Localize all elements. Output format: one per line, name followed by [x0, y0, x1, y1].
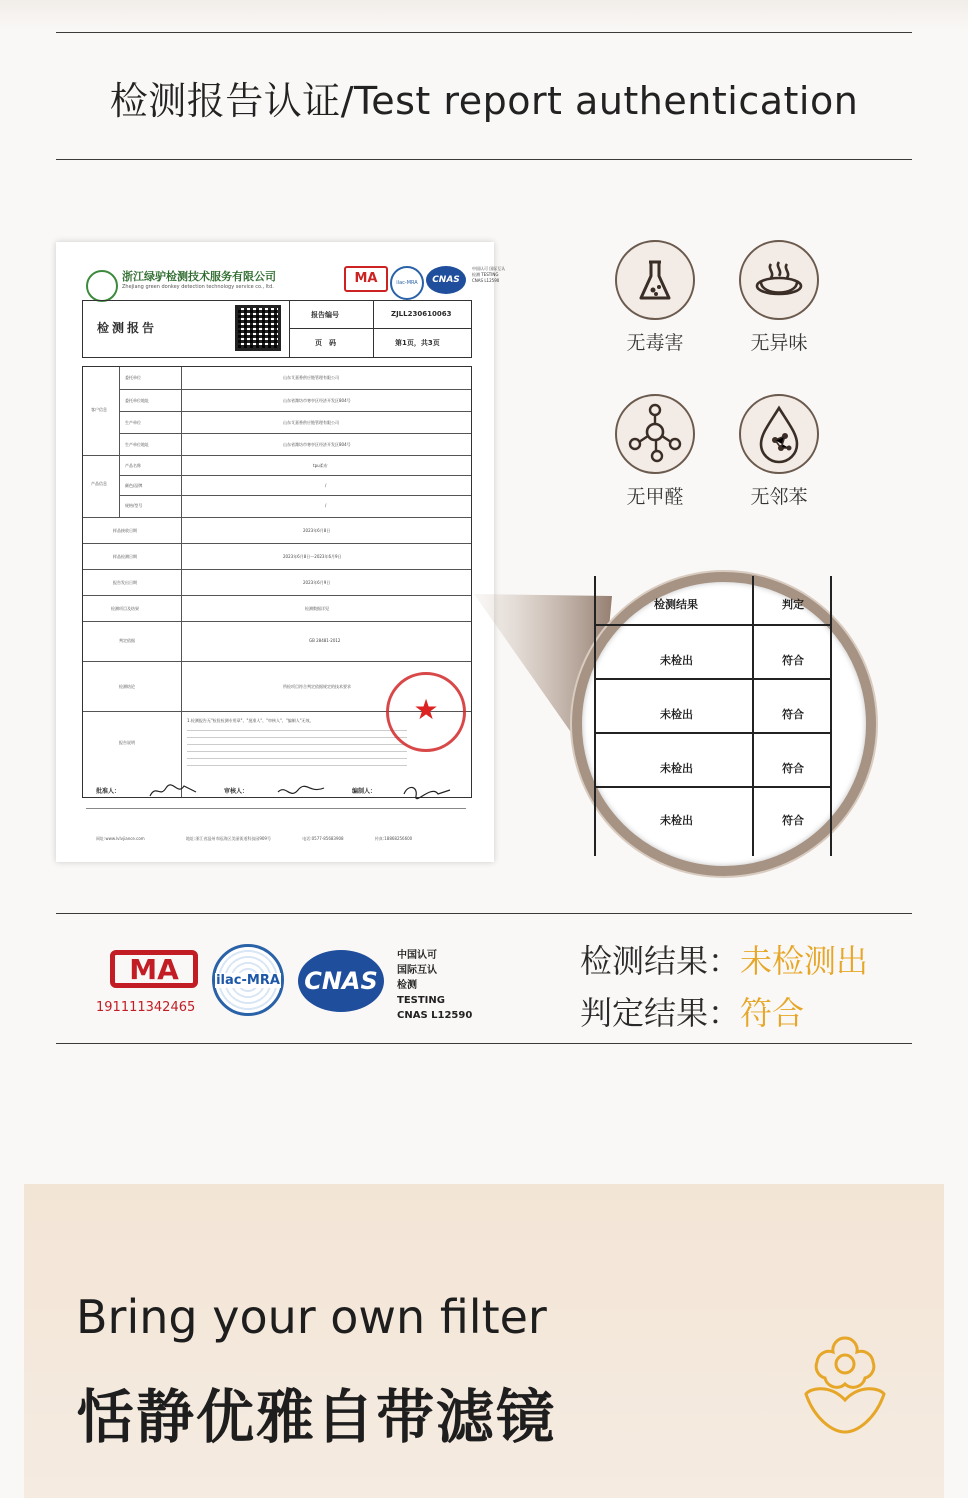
report-no-label: 报告编号 [311, 311, 339, 319]
table-row: 报告发出日期 2023年6月9日 [83, 569, 471, 596]
table-row: 生产单位 山东艾嘉香供应链管理有限公司 [119, 411, 471, 434]
table-row: 样品接收日期 2023年6月8日 [83, 517, 471, 544]
group-customer: 客户信息 [91, 407, 107, 412]
flower-icon [800, 1334, 890, 1438]
section-title: 检测报告认证/Test report authentication [109, 79, 859, 123]
ma-badge: MA [344, 266, 388, 292]
editor-label: 编制人： [352, 788, 377, 795]
company-name-en: Zhejiang green donkey detection technology service co., ltd. [122, 284, 274, 290]
divider-cert-top [56, 913, 912, 914]
feature-no-formaldehyde [610, 394, 700, 509]
detect-result: 检测结果：未检测出 [580, 942, 869, 980]
feature-label: 无甲醛 [626, 486, 684, 508]
magnifier-circle [572, 572, 876, 876]
judge-header: 判定 [782, 598, 804, 611]
divider-cert-bottom [56, 1043, 912, 1044]
steam-icon [739, 240, 819, 320]
group-product: 产品信息 [91, 481, 107, 486]
table-row: 样品检测日期 2023年6月8日～2023年6月9日 [83, 543, 471, 570]
ilac-badge: ilac-MRA [390, 266, 424, 300]
approver-label: 批准人： [96, 788, 121, 795]
drop-molecule-icon [739, 394, 819, 474]
feature-non-toxic [610, 240, 700, 355]
company-name: 浙江绿驴检测技术服务有限公司 [122, 270, 276, 283]
report-no-value: ZJLL230610063 [391, 310, 452, 318]
cnas-text: 中国认可 国际互认 检测 TESTING CNAS L12590 [397, 950, 473, 1021]
feature-label: 无异味 [750, 332, 808, 354]
table-row: 颜色/品牌 / [119, 475, 471, 496]
reviewer-label: 审核人： [224, 788, 249, 795]
footer-zip: 传真:18868256600 [374, 836, 413, 841]
ilac-mra-logo: ilac-MRA [212, 944, 284, 1016]
table-row: 检测项目及结果 检测数据详见 [83, 595, 471, 622]
table-row: 判定依据 GB 28481-2012 [83, 621, 471, 662]
table-row: 生产单位地址 山东省潍坊市寒亭区经济开发区804号 [119, 433, 471, 456]
report-title: 检测报告 [97, 321, 158, 335]
table-row [596, 624, 832, 626]
table-row: 报告说明 1.检测报告无"检验检测专用章"、"批准人"、"审核人"、"编制人"无效。 [83, 711, 471, 778]
banner-title-cn: 恬静优雅自带滤镜 [76, 1383, 557, 1451]
cert-small-text: 中国认可 国际互认 检测 TESTING CNAS L12590 [472, 266, 506, 283]
table-row [596, 678, 832, 680]
table-row [596, 732, 832, 734]
table-row: 规格/型号 / [119, 495, 471, 518]
footer-address: 地址:浙江省温州市瓯海区美丽街道科技园909号 [186, 836, 271, 841]
feature-label: 无毒害 [626, 332, 684, 354]
cnas-logo: CNAS [298, 950, 384, 1012]
feature-odorless [734, 240, 824, 355]
star-icon: ★ [413, 693, 439, 726]
page-value: 第1页，共3页 [395, 339, 440, 347]
judge-result: 判定结果：符合 [580, 994, 805, 1032]
zoomed-result-table: 检测结果 判定 未检出 符合 未检出 符合 未检出 符合 未检出 符合 [594, 576, 832, 856]
molecule-icon [615, 394, 695, 474]
feature-no-phthalates [734, 394, 824, 509]
banner-title-en: Bring your own filter [76, 1290, 547, 1344]
flask-icon [615, 240, 695, 320]
table-row: 委托单位 山东艾嘉香供应链管理有限公司 [125, 375, 339, 380]
table-row: 产品名称 tpu柔布 [83, 455, 471, 476]
table-row: 检测结论 所检项目符合判定依据规定的技术要求 [83, 661, 471, 712]
footer-phone: 电话:0577-85683908 [302, 836, 344, 841]
cnas-badge: CNAS [426, 266, 466, 294]
ma-certification-logo: MA [110, 950, 198, 988]
ma-certification-number: 191111342465 [96, 1000, 196, 1015]
table-row: 委托单位地址 山东省潍坊市寒亭区经济开发区804号 [119, 389, 471, 412]
footer-site: 网址:www.lvlvjiance.com [96, 836, 145, 841]
table-row [596, 786, 832, 788]
result-header: 检测结果 [654, 598, 698, 611]
feature-label: 无邻苯 [750, 486, 808, 508]
page-label: 页 码 [315, 339, 336, 347]
